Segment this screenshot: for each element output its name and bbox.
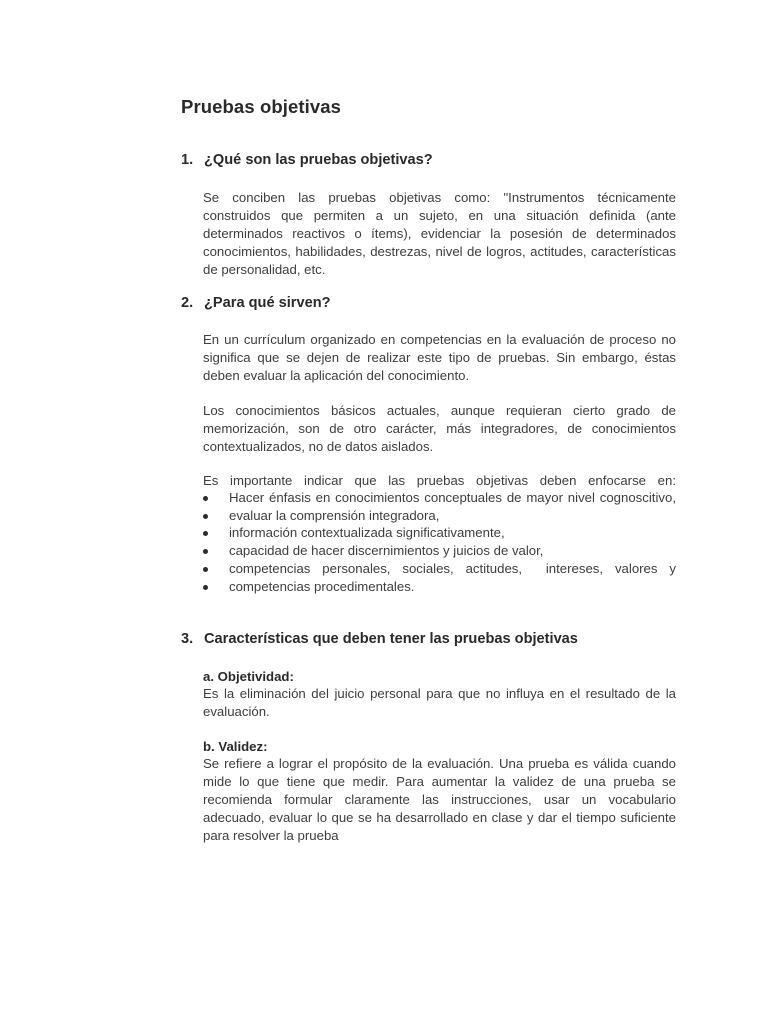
list-item <box>203 578 676 596</box>
section-3-number: 3. <box>181 631 194 647</box>
validez-text: Se refiere a lograr el propósito de la evaluación. Una prueba es válida cuando mide lo que tiene que medir. Para aumentar la validez de una prueba se recomienda formular claramente las instrucciones, usar un vocabulario adecuado, evaluar lo que se ha desarrollado en clase y dar el tiempo suficiente para resolver la prueba <box>203 756 676 843</box>
list-item <box>203 489 676 507</box>
section-2-number: 2. <box>181 295 194 311</box>
objetividad-text: Es la eliminación del juicio personal para que no influya en el resultado de la evaluación. <box>203 686 676 719</box>
section-1-title: ¿Qué son las pruebas objetivas? <box>204 152 433 168</box>
bullet-icon <box>203 514 208 519</box>
section-3-title: Características que deben tener las pruebas objetivas <box>204 631 578 647</box>
list-item-text: Hacer énfasis en conocimientos conceptuales de mayor nivel cognoscitivo, <box>229 490 676 505</box>
list-item <box>203 542 676 560</box>
list-item-text: evaluar la comprensión integradora, <box>229 507 440 523</box>
section-1-paragraph: Se conciben las pruebas objetivas como: "Instrumentos técnicamente construidos que permiten a un sujeto, en una situación definida (ante determinados reactivos o ítems), evidenciar la posesión de determinados conocimientos, habilidades, destrezas, nivel de logros, actitudes, características de personalidad, etc. <box>203 190 676 277</box>
bullet-icon <box>203 567 208 572</box>
bullet-icon <box>203 496 208 501</box>
validez-heading: b. Validez: <box>203 739 268 754</box>
list-item <box>203 560 676 578</box>
section-2-heading <box>181 295 331 311</box>
objetividad-heading: a. Objetividad: <box>203 669 294 684</box>
list-item-text: información contextualizada significativamente, <box>229 525 505 541</box>
bullet-icon <box>203 549 208 554</box>
section-2-title: ¿Para qué sirven? <box>204 295 331 311</box>
section-2-paragraph-3: Es importante indicar que las pruebas objetivas deben enfocarse en: <box>203 473 676 488</box>
section-2-paragraph-1: En un currículum organizado en competencias en la evaluación de proceso no significa que se dejen de realizar este tipo de pruebas. Sin embargo, éstas deben evaluar la aplicación del conocimiento. <box>203 332 676 383</box>
bullet-icon <box>203 531 208 536</box>
bullet-icon <box>203 585 208 590</box>
list-item-text: competencias procedimentales. <box>229 578 415 594</box>
section-3-heading <box>181 631 578 647</box>
list-item <box>203 507 676 525</box>
list-item-text: capacidad de hacer discernimientos y juicios de valor, <box>229 543 544 559</box>
list-item-text: competencias personales, sociales, actitudes, intereses, valores y <box>229 560 676 576</box>
section-1-heading <box>181 152 433 168</box>
list-item <box>203 524 676 542</box>
focus-bullet-list <box>203 489 676 595</box>
section-1-number: 1. <box>181 152 194 168</box>
section-2-paragraph-2: Los conocimientos básicos actuales, aunque requieran cierto grado de memorización, son de otro carácter, más integradores, de conocimientos contextualizados, no de datos aislados. <box>203 403 676 454</box>
document-title: Pruebas objetivas <box>181 96 342 117</box>
